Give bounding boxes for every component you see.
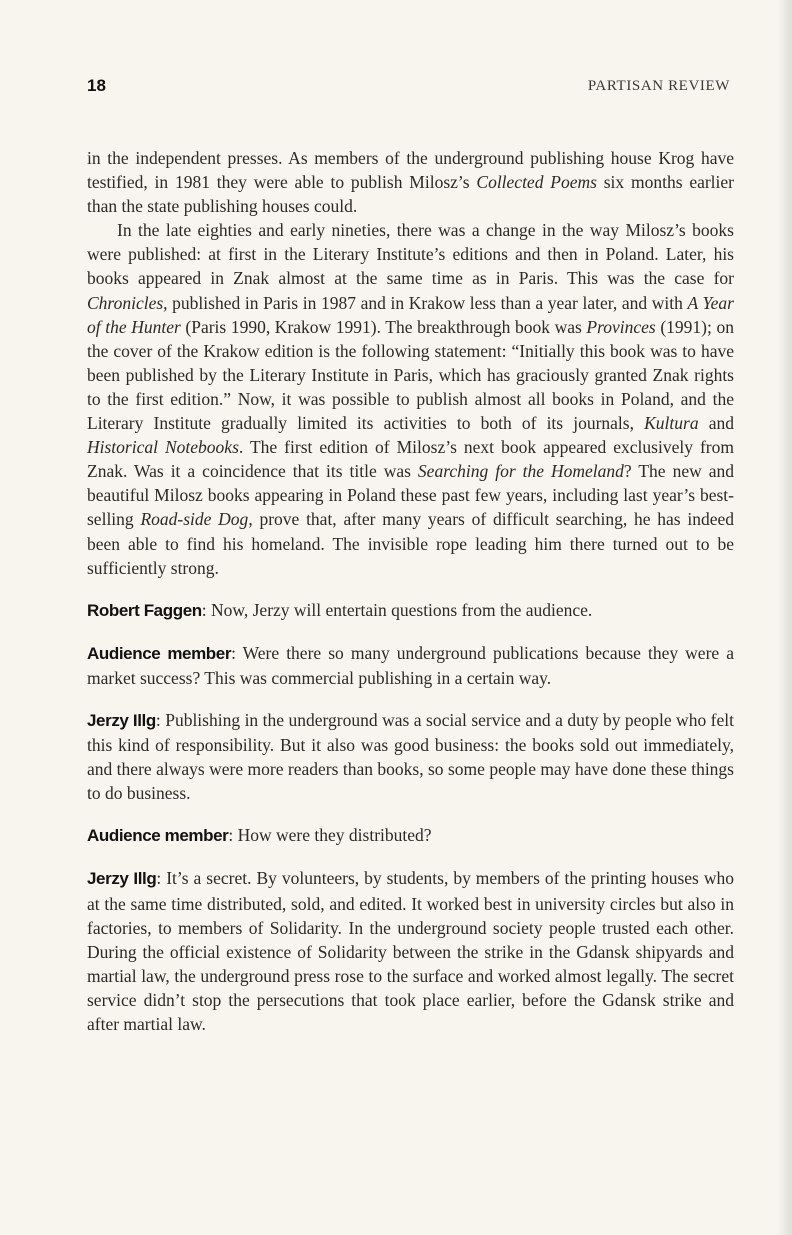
dialogue-turn [87, 641, 734, 690]
speaker-name: Jerzy Illg [87, 710, 156, 730]
book-title: Road-side Dog [140, 509, 249, 530]
book-title: Collected Poems [476, 172, 597, 193]
body-text [87, 146, 734, 1036]
paragraph-2 [87, 218, 734, 579]
speaker-name: Jerzy Illg [87, 869, 157, 889]
journal-title: Kultura [644, 413, 699, 434]
dialogue-turn [87, 598, 734, 623]
dialogue-turn [87, 708, 734, 805]
paragraph-text: six months earlier than the state publishing houses could. [87, 172, 734, 217]
paragraph-1 [87, 146, 734, 218]
book-title: A Year of the Hunter [87, 292, 734, 337]
dialogue-text: : Publishing in the underground was a social service and a duty by people who felt this kind of responsibility. But it also was good business: the books sold out immediately, and there always were more readers than books, so some people may have done these things to do business. [87, 709, 734, 804]
dialogue-text: : It’s a secret. By volunteers, by students, by members of the printing houses who at the same time distributed, sold, and edited. It worked best in university circles but also in factories, to members of Solidarity. In the underground society people trusted each other. During the official existence of Solidarity between the strike in the Gdansk shipyards and martial law, the underground press rose to the surface and worked almost legally. The secret service didn’t stop the persecutions that took place earlier, before the Gdansk strike and after martial law. [87, 868, 734, 1034]
dialogue-text: : Were there so many underground publications because they were a market success? This was commercial publishing in a certain way. [87, 642, 734, 688]
book-title: Searching for the Homeland [417, 461, 624, 482]
paragraph-text: (Paris 1990, Krakow 1991). The breakthrough book was [180, 316, 587, 337]
journal-title: Historical Notebooks [87, 437, 239, 458]
speaker-name: Audience member [87, 643, 232, 663]
dialogue-turn [87, 866, 734, 1036]
paragraph-text: . The first edition of Milosz’s next book appeared exclusively from Znak. Was it a coincidence that its title was [87, 437, 734, 482]
page-number: 18 [87, 76, 106, 95]
paragraph-text: (1991); on the cover of the Krakow edition is the following statement: “Initially this book was to have been published by the Literary Institute in Paris, which has graciously granted Znak rights to the first edition.” Now, it was possible to publish almost all books in Poland, and the Literary Institute gradually limited its activities to both of its journals, [87, 316, 734, 434]
speaker-name: Audience member [87, 826, 229, 846]
dialogue-turn [87, 823, 734, 848]
running-head: PARTISAN REVIEW [587, 78, 730, 94]
paragraph-text: in the independent presses. As members of the underground publishing house Krog have testified, in 1981 they were able to publish Milosz’s [87, 148, 734, 193]
paragraph-text: and [698, 413, 734, 434]
paragraph-text: In the late eighties and early nineties, there was a change in the way Milosz’s books were published: at first in the Literary Institute’s editions and then in Poland. Later, his books appeared in Znak almost at the same time as in Paris. This was the case for [87, 220, 734, 289]
speaker-name: Robert Faggen [87, 600, 202, 620]
paragraph-text: , prove that, after many years of difficult searching, he has indeed been able to find his homeland. The invisible rope leading him there turned out to be sufficiently strong. [87, 509, 734, 578]
dialogue-text: : Now, Jerzy will entertain questions from the audience. [201, 599, 593, 620]
book-title: Chronicles [87, 292, 164, 313]
paragraph-text: ? The new and beautiful Milosz books appearing in Poland these past few years, including last year’s best-selling [87, 461, 734, 530]
paragraph-text: , published in Paris in 1987 and in Krakow less than a year later, and with [163, 292, 688, 313]
dialogue-text: : How were they distributed? [228, 825, 432, 846]
book-title: Provinces [586, 316, 656, 337]
page-edge-shadow [778, 0, 792, 1235]
